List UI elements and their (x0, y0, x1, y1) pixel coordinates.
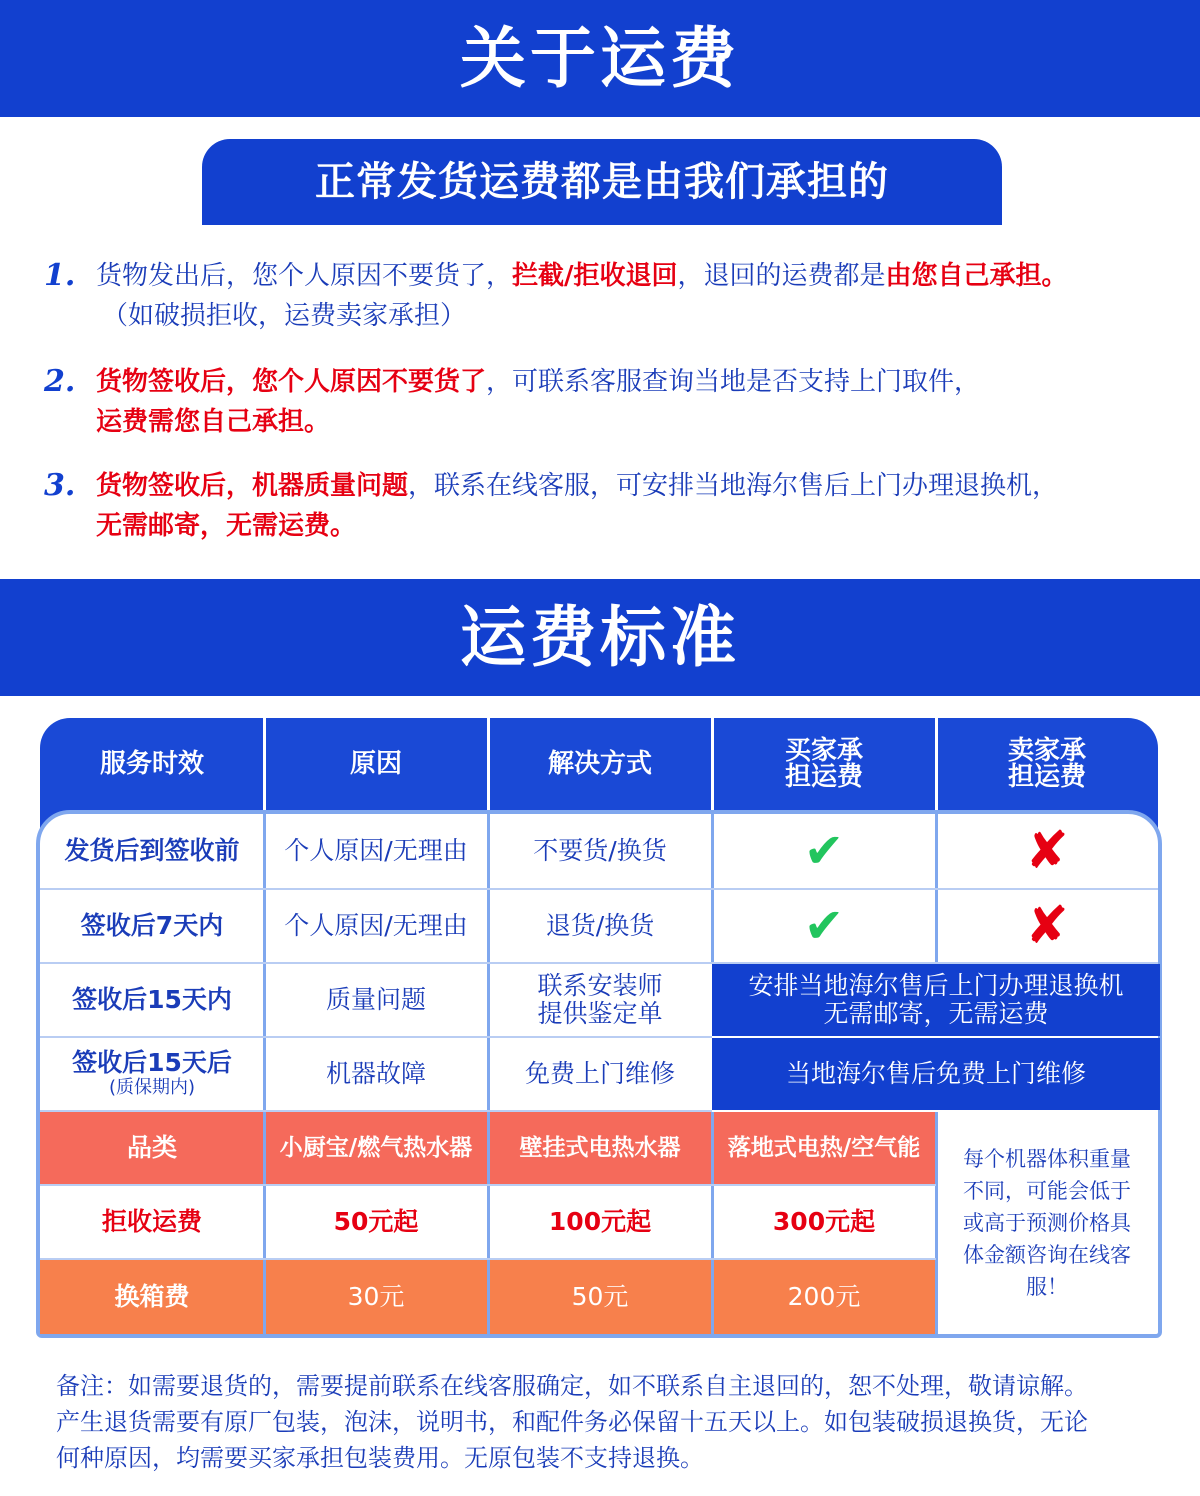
box-fee-label: 换箱费 (40, 1260, 264, 1334)
footnote-line: 何种原因，均需要买家承担包装费用。无原包装不支持退换。 (56, 1444, 704, 1472)
column-divider (487, 814, 490, 1334)
row-reason: 质量问题 (325, 985, 426, 1014)
rule-2 (44, 362, 1174, 442)
column-divider (711, 1112, 714, 1334)
side-note-line: 每个机器体积重量 (963, 1147, 1131, 1171)
rule-highlight: 货物签收后，机器质量问题 (96, 471, 409, 501)
category-item: 壁挂式电热水器 (488, 1112, 712, 1184)
header-label: 解决方式 (547, 749, 652, 779)
row-divider (40, 1184, 936, 1186)
rule-1 (44, 256, 1174, 336)
side-note-line: 或高于预测价格具 (963, 1211, 1131, 1235)
header-divider (487, 718, 490, 810)
column-divider (935, 1112, 938, 1334)
header-divider (711, 718, 714, 810)
check-icon: ✔ (803, 823, 845, 879)
period-label: 签收后15天后 (72, 1048, 232, 1077)
footnote-line: 备注：如需要退货的，需要提前联系在线客服确定，如不联系自主退回的，恕不处理，敬请谅解。 (56, 1372, 1088, 1400)
box-fee-value: 50元 (488, 1260, 712, 1334)
merged-service-cell (712, 964, 1160, 1036)
reject-fee-value: 300元起 (772, 1207, 876, 1236)
merged-line: 无需邮寄，无需运费 (823, 999, 1049, 1028)
rule-number: 1. (44, 258, 76, 293)
period-sub: (质保期内) (108, 1077, 196, 1098)
reject-fee-value: 100元起 (548, 1207, 652, 1236)
header-label: 担运费 (1007, 762, 1086, 792)
free-shipping-pill: 正常发货运费都是由我们承担的 (202, 139, 1002, 225)
box-fee-value: 200元 (712, 1260, 936, 1334)
rule-text: ，退回的运费都是 (677, 261, 886, 291)
row-period (40, 1038, 264, 1110)
rule-highlight: 无需邮寄，无需运费。 (96, 511, 357, 541)
rule-note: （如破损拒收，运费卖家承担） (102, 301, 467, 331)
reject-fee-value: 50元起 (333, 1207, 419, 1236)
solution-line: 提供鉴定单 (537, 999, 663, 1028)
row-divider (40, 962, 1158, 964)
rule-3 (44, 466, 1174, 546)
rule-text: 货物发出后，您个人原因不要货了， (96, 261, 513, 291)
header-divider (263, 718, 266, 810)
price-side-note (936, 1112, 1158, 1334)
row-solution: 退货/换货 (545, 911, 655, 940)
header-label: 担运费 (784, 762, 863, 792)
header-divider (935, 718, 938, 810)
row-solution: 免费上门维修 (524, 1059, 675, 1088)
footnote-line: 产生退货需要有原厂包装，泡沫，说明书，和配件务必保留十五天以上。如包装破损退换货，无论 (56, 1408, 1088, 1436)
row-solution: 不要货/换货 (533, 836, 667, 865)
box-fee-value: 30元 (264, 1260, 488, 1334)
header-label: 买家承 (784, 736, 863, 766)
header-solution (488, 718, 712, 810)
rule-highlight: 拦截/拒收退回 (512, 261, 678, 291)
shipping-table (40, 718, 1162, 1338)
rule-highlight: 由您自己承担。 (885, 261, 1068, 291)
header-label: 服务时效 (99, 749, 204, 779)
merged-line: 安排当地海尔售后上门办理退换机 (748, 971, 1124, 1000)
row-divider (40, 1110, 712, 1112)
row-period: 签收后15天内 (72, 985, 232, 1014)
side-note-line: 不同，可能会低于 (963, 1179, 1131, 1203)
merged-service-cell: 当地海尔售后免费上门维修 (712, 1038, 1160, 1110)
rule-text: ，联系在线客服，可安排当地海尔售后上门办理退换机， (408, 471, 1059, 501)
row-period: 发货后到签收前 (64, 836, 240, 865)
row-divider (40, 888, 1158, 890)
rule-number: 2. (44, 364, 76, 399)
row-solution (488, 964, 712, 1036)
check-icon: ✔ (803, 898, 845, 954)
category-label: 品类 (40, 1112, 264, 1184)
cross-icon: ✘ (1025, 896, 1069, 956)
reject-fee-label: 拒收运费 (101, 1207, 202, 1236)
side-note-line: 体金额咨询在线客 (963, 1243, 1131, 1267)
header-buyer-pays (712, 718, 936, 810)
shipping-standard-banner: 运费标准 (0, 579, 1200, 696)
category-item: 小厨宝/燃气热水器 (264, 1112, 488, 1184)
category-item: 落地式电热/空气能 (712, 1112, 936, 1184)
column-divider (263, 814, 266, 1334)
row-reason: 个人原因/无理由 (284, 911, 468, 940)
row-reason: 个人原因/无理由 (284, 836, 468, 865)
rule-text: ，可联系客服查询当地是否支持上门取件， (486, 367, 981, 397)
row-period: 签收后7天内 (80, 911, 224, 940)
row-divider (40, 1036, 712, 1038)
rule-highlight: 运费需您自己承担。 (96, 407, 331, 437)
row-divider (40, 1258, 936, 1260)
footnote (56, 1368, 1166, 1476)
side-note-line: 服！ (1026, 1275, 1068, 1299)
header-label: 原因 (349, 749, 402, 779)
rule-highlight: 货物签收后，您个人原因不要货了 (96, 367, 487, 397)
cross-icon: ✘ (1025, 821, 1069, 881)
rule-number: 3. (44, 468, 76, 503)
header-seller-pays (936, 718, 1158, 810)
row-reason: 机器故障 (325, 1059, 426, 1088)
header-label: 卖家承 (1007, 736, 1086, 766)
solution-line: 联系安装师 (537, 971, 663, 1000)
top-banner-title: 关于运费 (0, 0, 1200, 117)
header-reason (264, 718, 488, 810)
header-service-period (40, 718, 264, 810)
